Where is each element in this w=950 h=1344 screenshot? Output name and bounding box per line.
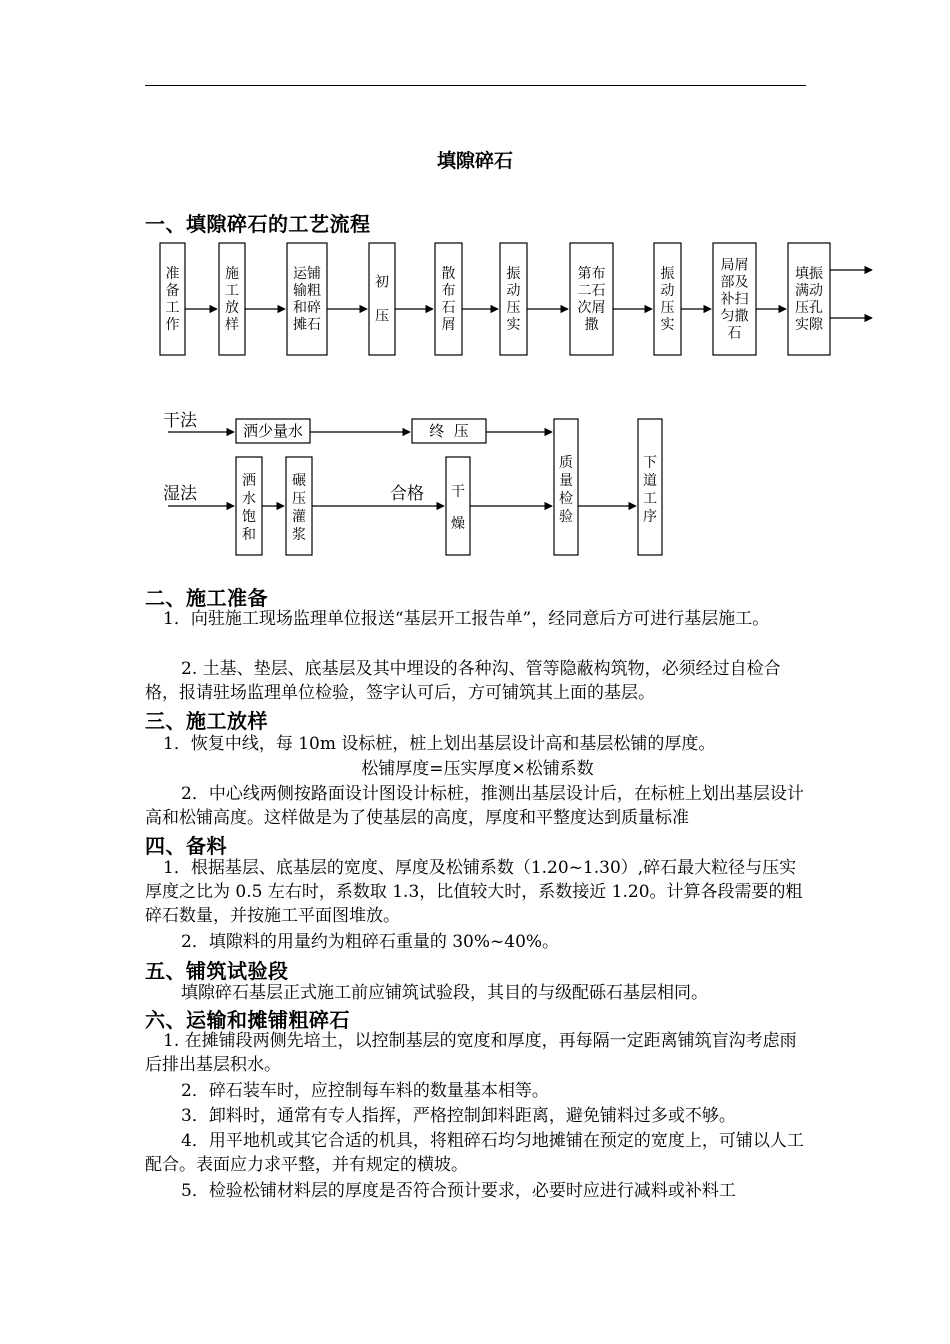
soak-char: 洒 [242,473,256,489]
next-process-char: 下 [643,455,657,471]
process-step-label: 振 [506,266,521,282]
paragraph: 1．恢复中线，每 10m 设标桩，桩上划出基层设计高和基层松铺的厚度。 [163,734,716,754]
process-step-box [160,243,185,355]
process-step-label: 匀撒 [720,308,749,325]
process-steps [160,243,830,355]
paragraph: 2．填隙料的用量约为粗碎石重量的 30%~40%。 [181,932,560,952]
soak-char: 水 [242,491,256,507]
process-step-label: 散 [441,266,456,282]
process-step-label: 作 [165,317,180,333]
paragraph: 填隙碎石基层正式施工前应铺筑试验段，其目的与级配砾石基层相同。 [181,983,708,1003]
process-step-label: 屑 [441,317,456,333]
process-step-label: 工 [165,300,180,316]
process-step-box [435,243,462,355]
dry-char: 燥 [451,516,465,532]
soak-char: 饱 [242,509,256,525]
header-rule [145,85,806,86]
paragraph: 2. 土基、垫层、底基层及其中埋设的各种沟、管等隐蔽构筑物，必须经过自检合格，报请驻场监理单位检验，签字认可后，方可铺筑其上面的基层。 [145,659,781,703]
section-heading-materials: 四、备料 [145,834,227,858]
process-step-label: 补扫 [720,291,749,308]
section-heading-preparation: 二、施工准备 [145,586,268,610]
dry-method-label: 干法 [163,411,197,431]
inspection-char: 验 [559,509,573,525]
process-step-label: 撒 [584,317,599,333]
soak-char: 和 [242,527,256,543]
paragraph: 5．检验松铺材料层的厚度是否符合预计要求，必要时应进行减料或补料工 [181,1181,736,1201]
grout-char: 灌 [292,509,306,525]
process-step-label: 实 [660,317,675,333]
section-heading-process: 一、填隙碎石的工艺流程 [145,212,371,236]
process-step-label: 初 [375,274,389,291]
process-flowchart [0,235,950,365]
process-step-label: 满动 [795,283,823,299]
process-step-label: 第布 [577,266,606,282]
process-step-box [654,243,681,355]
pass-label: 合格 [390,484,424,504]
process-step-label: 备 [165,283,180,299]
page-title: 填隙碎石 [436,150,513,172]
process-step-label: 实 [506,317,521,333]
next-process-char: 序 [643,509,657,525]
paragraph: 2．碎石装车时，应控制每车料的数量基本相等。 [181,1081,549,1101]
process-step-label: 准 [165,266,180,282]
process-step-box [570,243,613,355]
grout-char: 压 [292,491,306,507]
process-step-box [369,243,395,355]
process-step-label: 局屑 [720,257,749,274]
process-step-box [287,243,327,355]
process-step-label: 填振 [795,266,823,282]
process-step-label: 放 [225,300,239,316]
process-step-label: 样 [225,317,239,333]
process-step-label: 运铺 [293,266,321,282]
process-step-label: 部及 [720,274,749,291]
process-step-label: 二石 [577,283,606,299]
inspection-char: 量 [559,473,573,489]
process-step-label: 工 [225,283,239,299]
section-heading-layout: 三、施工放样 [145,709,268,733]
process-step-label: 压 [506,300,521,316]
process-step-label: 摊石 [293,317,321,333]
process-step-box [219,243,245,355]
paragraph: 2．中心线两侧按路面设计图设计标桩，推测出基层设计后，在标桩上划出基层设计高和松铺高度。这样做是为了使基层的高度，厚度和平整度达到质量标准 [145,784,804,828]
process-step-label: 输粗 [293,283,321,299]
process-step-label: 实隙 [795,317,823,333]
paragraph: 4．用平地机或其它合适的机具，将粗碎石均匀地摊铺在预定的宽度上，可铺以人工配合。表面应力求平整，并有规定的横坡。 [145,1131,804,1175]
process-step-label: 压 [375,308,389,325]
section-heading-transport: 六、运输和摊铺粗碎石 [145,1008,350,1032]
process-step-label: 石 [441,300,456,316]
dry-box [446,457,470,555]
method-flowchart [0,405,950,565]
paragraph: 1. 在摊铺段两侧先培土，以控制基层的宽度和厚度，再每隔一定距离铺筑盲沟考虑雨后排出基层积水。 [145,1031,797,1075]
paragraph: 3．卸料时，通常有专人指挥，严格控制卸料距离，避免铺料过多或不够。 [181,1106,736,1126]
process-step-box [500,243,527,355]
formula: 松铺厚度=压实厚度×松铺系数 [361,759,594,779]
inspection-char: 检 [559,491,573,507]
paragraph: 1．向驻施工现场监理单位报送“基层开工报告单”，经同意后方可进行基层施工。 [163,609,770,629]
process-step-label: 压孔 [795,300,823,316]
dry-char: 干 [451,484,465,500]
process-step-label: 压 [660,300,675,316]
process-step-box [788,243,830,355]
process-step-label: 振 [660,266,675,282]
section-heading-trial: 五、铺筑试验段 [145,959,289,983]
process-step-label: 和碎 [293,300,321,316]
sprinkle-water-text: 洒少量水 [242,422,304,440]
paragraph: 1．根据基层、底基层的宽度、厚度及松铺系数（1.20~1.30）,碎石最大粒径与压实厚度之比为 0.5 左右时，系数取 1.3，比值较大时，系数接近 1.20。计算各段需要的粗碎石数量，并按施工平面图堆放。 [145,858,803,926]
final-press-text: 终 压 [429,422,469,440]
grout-char: 浆 [292,527,306,543]
next-process-char: 工 [643,491,657,507]
process-step-label: 次屑 [577,300,606,316]
process-step-label: 布 [441,283,456,299]
next-process-char: 道 [643,473,657,489]
process-step-label: 动 [660,283,675,299]
process-step-label: 施 [225,266,239,282]
wet-method-label: 湿法 [163,484,197,504]
inspection-char: 质 [559,455,573,471]
grout-char: 碾 [292,473,306,489]
process-step-label: 动 [506,283,521,299]
process-step-label: 石 [727,325,742,342]
